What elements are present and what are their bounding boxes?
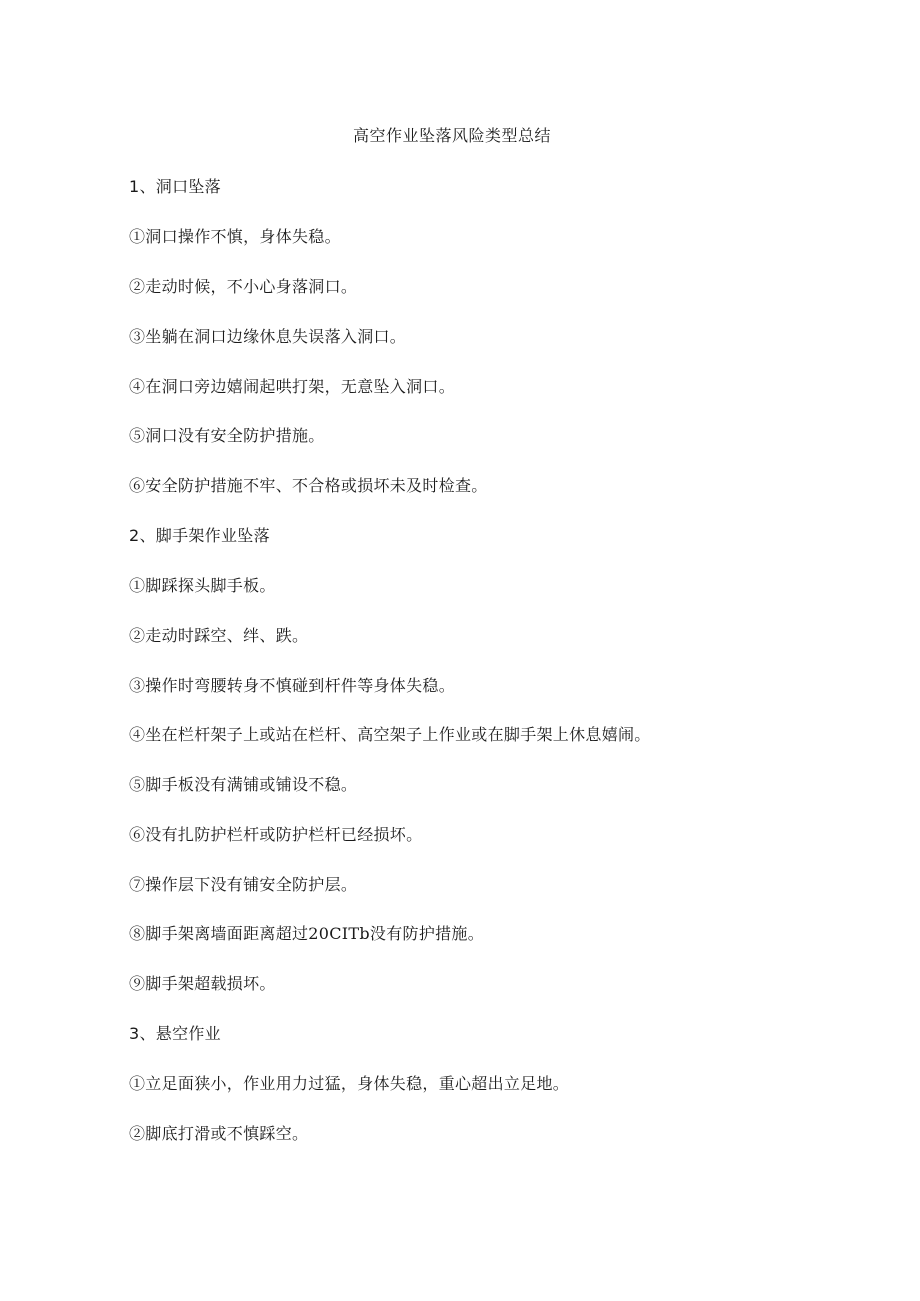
list-item: ⑥安全防护措施不牢、不合格或损坏未及时检查。 <box>129 476 488 495</box>
document-title: 高空作业坠落风险类型总结 <box>352 126 551 145</box>
section-heading: 1、洞口坠落 <box>129 177 221 196</box>
list-item: ④在洞口旁边嬉闹起哄打架，无意坠入洞口。 <box>129 377 456 396</box>
section-heading: 2、脚手架作业坠落 <box>129 526 270 545</box>
list-item: ⑧脚手架离墙面距离超过20CITb没有防护措施。 <box>129 924 485 943</box>
list-item: ⑤脚手板没有满铺或铺设不稳。 <box>129 775 358 794</box>
section-heading: 3、悬空作业 <box>129 1024 221 1043</box>
list-item: ⑦操作层下没有铺安全防护层。 <box>129 875 358 894</box>
list-item: ①脚踩探头脚手板。 <box>129 576 276 595</box>
list-item: ③操作时弯腰转身不慎碰到杆件等身体失稳。 <box>129 676 456 695</box>
list-item: ②走动时踩空、绊、跌。 <box>129 626 309 645</box>
list-item: ①立足面狭小，作业用力过猛，身体失稳，重心超出立足地。 <box>129 1074 570 1093</box>
list-item: ②走动时候，不小心身落洞口。 <box>129 277 358 296</box>
list-item: ⑤洞口没有安全防护措施。 <box>129 426 325 445</box>
list-item: ③坐躺在洞口边缘休息失误落入洞口。 <box>129 327 407 346</box>
list-item: ①洞口操作不慎，身体失稳。 <box>129 227 341 246</box>
list-item: ⑥没有扎防护栏杆或防护栏杆已经损坏。 <box>129 825 423 844</box>
list-item: ⑨脚手架超载损坏。 <box>129 974 276 993</box>
list-item: ②脚底打滑或不慎踩空。 <box>129 1124 309 1143</box>
list-item: ④坐在栏杆架子上或站在栏杆、高空架子上作业或在脚手架上休息嬉闹。 <box>129 725 651 744</box>
